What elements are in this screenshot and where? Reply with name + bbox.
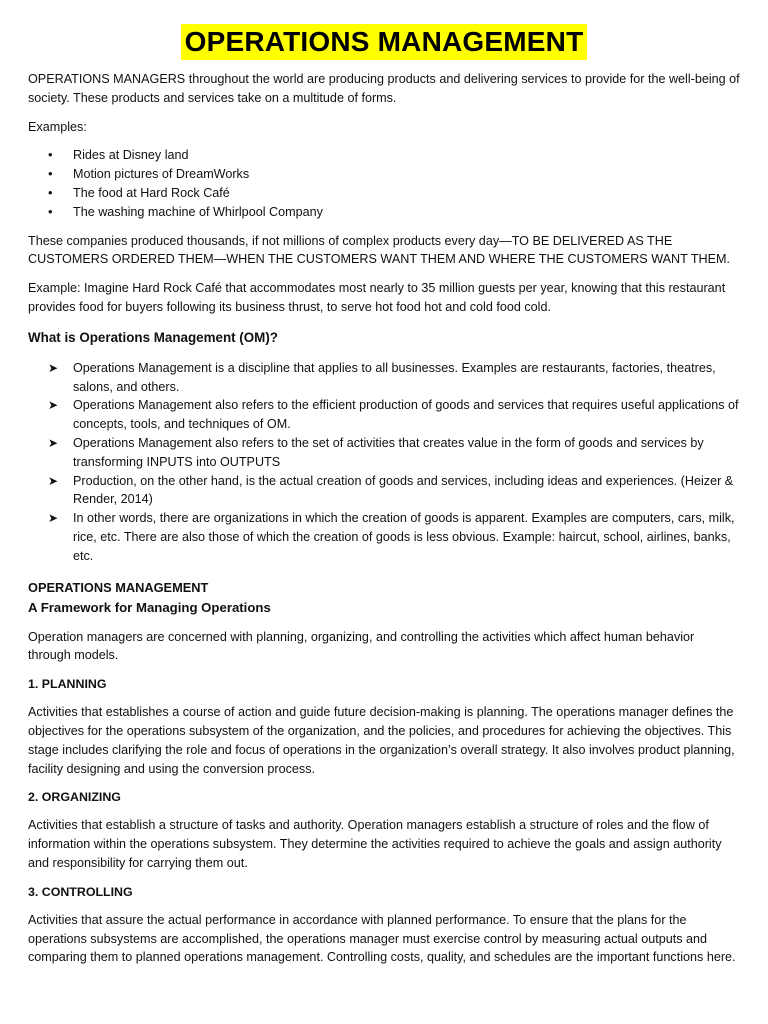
list-item: • Motion pictures of DreamWorks xyxy=(28,165,740,184)
controlling-heading: 3. CONTROLLING xyxy=(28,884,133,899)
list-item xyxy=(28,396,740,434)
list-item: • Rides at Disney land xyxy=(28,146,740,165)
examples-list xyxy=(28,146,740,221)
organizing-paragraph: Activities that establish a structure of tasks and authority. Operation managers establish a structure of roles and the flow of information within the operations subsystem. They determine the activities required to achieve the goals and assign authority and responsibility for carrying them out. xyxy=(28,818,722,870)
framework-intro-paragraph: Operation managers are concerned with planning, organizing, and controlling the activities which affect human behavior through models. xyxy=(28,629,695,663)
page-title: OPERATIONS MANAGEMENT xyxy=(181,24,588,60)
list-item xyxy=(28,509,740,565)
arrow-bullet-icon: ➤ xyxy=(48,360,59,375)
list-item xyxy=(28,472,740,510)
document-body xyxy=(28,70,740,967)
list-item xyxy=(28,434,740,472)
section-subheading: A Framework for Managing Operations xyxy=(28,599,271,615)
arrow-bullet-icon: ➤ xyxy=(48,511,59,526)
list-item-text: Operations Management also refers to the efficient production of goods and services that requires useful applications of concepts, tools, and techniques of OM. xyxy=(73,398,739,432)
list-item-text: Operations Management is a discipline that applies to all businesses. Examples are restaurants, factories, theatres, salons, and others. xyxy=(73,360,716,394)
list-item: • The washing machine of Whirlpool Company xyxy=(28,203,740,222)
section-heading: OPERATIONS MANAGEMENT xyxy=(28,579,209,595)
arrow-bullet-icon: ➤ xyxy=(48,473,59,488)
planning-heading: 1. PLANNING xyxy=(28,677,107,692)
example-paragraph: Example: Imagine Hard Rock Café that accommodates most nearly to 35 million guests per year, knowing that this restaurant provides food for buyers following its business thrust, to serve hot food hot and cold food cold. xyxy=(28,281,726,314)
organizing-heading: 2. ORGANIZING xyxy=(28,790,121,805)
arrow-bullet-icon: ➤ xyxy=(48,435,59,450)
controlling-paragraph: Activities that assure the actual performance in accordance with planned performance. To ensure that the plans for the operations subsystems are accomplished, the operations manager must exercise control by measuring actual outputs and comparing them to planned operations management. Controlling costs, quality, and schedules are the important functions here. xyxy=(28,912,736,965)
companies-paragraph: These companies produced thousands, if not millions of complex products every day—TO BE DELIVERED AS THE CUSTOMERS ORDERED THEM—WHEN THE CUSTOMERS WANT THEM AND WHERE THE CUSTOMERS WANT THEM. xyxy=(28,233,731,267)
intro-paragraph: OPERATIONS MANAGERS throughout the world are producing products and delivering services to provide for the well-being of society. These products and services take on a multitude of forms. xyxy=(28,72,740,105)
list-item-text: Operations Management also refers to the set of activities that creates value in the form of goods and services by transforming INPUTS into OUTPUTS xyxy=(73,435,704,469)
planning-paragraph: Activities that establishes a course of action and guide future decision-making is planning. The operations manager defines the objectives for the operations subsystem of the organization, and the policies, and procedures for achieving the objectives. This stage includes clarifying the role and focus of operations in the organization’s overall strategy. It also involves product planning, facility designing and using the conversion process. xyxy=(28,705,735,776)
list-item: • The food at Hard Rock Café xyxy=(28,184,740,203)
list-item-text: Production, on the other hand, is the actual creation of goods and services, including ideas and experiences. (Heizer & Render, 2014) xyxy=(73,473,734,507)
om-question-heading: What is Operations Management (OM)? xyxy=(28,329,278,345)
list-item-text: In other words, there are organizations in which the creation of goods is apparent. Examples are computers, cars, milk, rice, etc. There are also those of which the creation of goods is less obvious. Example: haircut, school, airlines, banks, etc. xyxy=(73,511,735,563)
examples-label: Examples: xyxy=(28,119,87,134)
list-item xyxy=(28,359,740,397)
title-wrapper xyxy=(28,24,740,60)
om-points-list xyxy=(28,359,740,566)
arrow-bullet-icon: ➤ xyxy=(48,398,59,413)
